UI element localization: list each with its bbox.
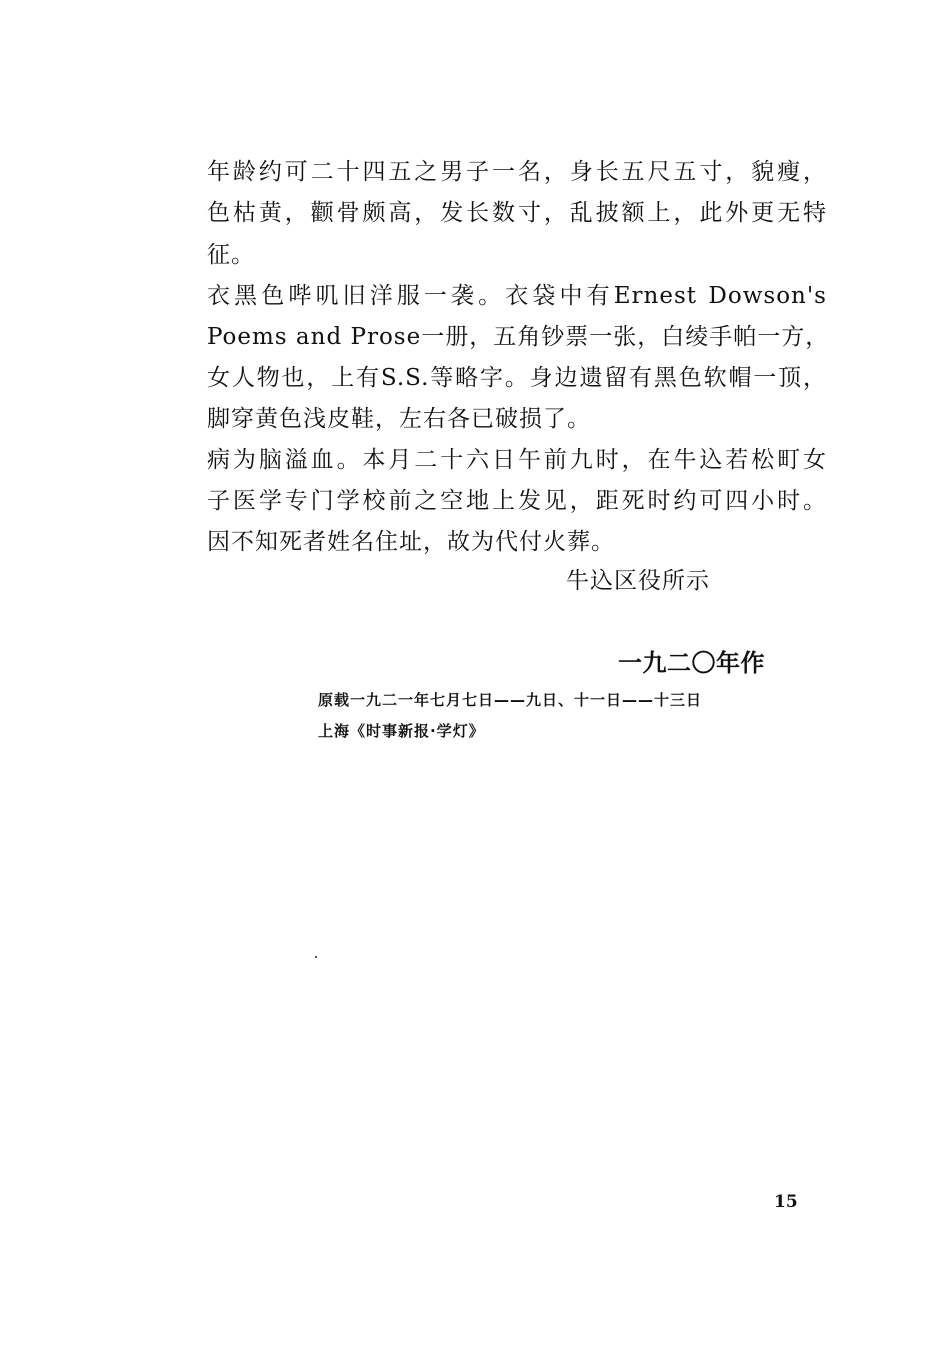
page-number: 15 bbox=[774, 1192, 798, 1212]
body-line-8: 病为脑溢血。本月二十六日午前九时，在牛込若松町女 bbox=[207, 447, 827, 473]
date-written: 一九二〇年作 bbox=[618, 648, 765, 677]
body-line-9: 子医学专门学校前之空地上发见，距死时约可四小时。 bbox=[207, 488, 827, 514]
scan-speck bbox=[315, 956, 317, 958]
body-line-3: 征。 bbox=[207, 242, 255, 268]
body-line-4: 衣黑色哔叽旧洋服一袭。衣袋中有Ernest Dowson's bbox=[207, 283, 827, 309]
source-note-line-2: 上海《时事新报·学灯》 bbox=[318, 722, 485, 740]
body-line-5: Poems and Prose一册，五角钞票一张，白绫手帕一方， bbox=[207, 324, 830, 350]
source-note-line-1: 原载一九二一年七月七日——九日、十一日——十三日 bbox=[318, 691, 703, 709]
signature: 牛込区役所示 bbox=[566, 568, 710, 594]
body-line-10: 因不知死者姓名住址，故为代付火葬。 bbox=[207, 529, 615, 555]
body-line-7: 脚穿黄色浅皮鞋，左右各已破损了。 bbox=[207, 406, 591, 432]
body-line-1: 年龄约可二十四五之男子一名，身长五尺五寸，貌瘦， bbox=[207, 159, 827, 185]
body-line-6: 女人物也，上有S.S.等略字。身边遗留有黑色软帽一顶， bbox=[207, 365, 827, 391]
body-line-2: 色枯黄，颧骨颇高，发长数寸，乱披额上，此外更无特 bbox=[207, 200, 827, 226]
